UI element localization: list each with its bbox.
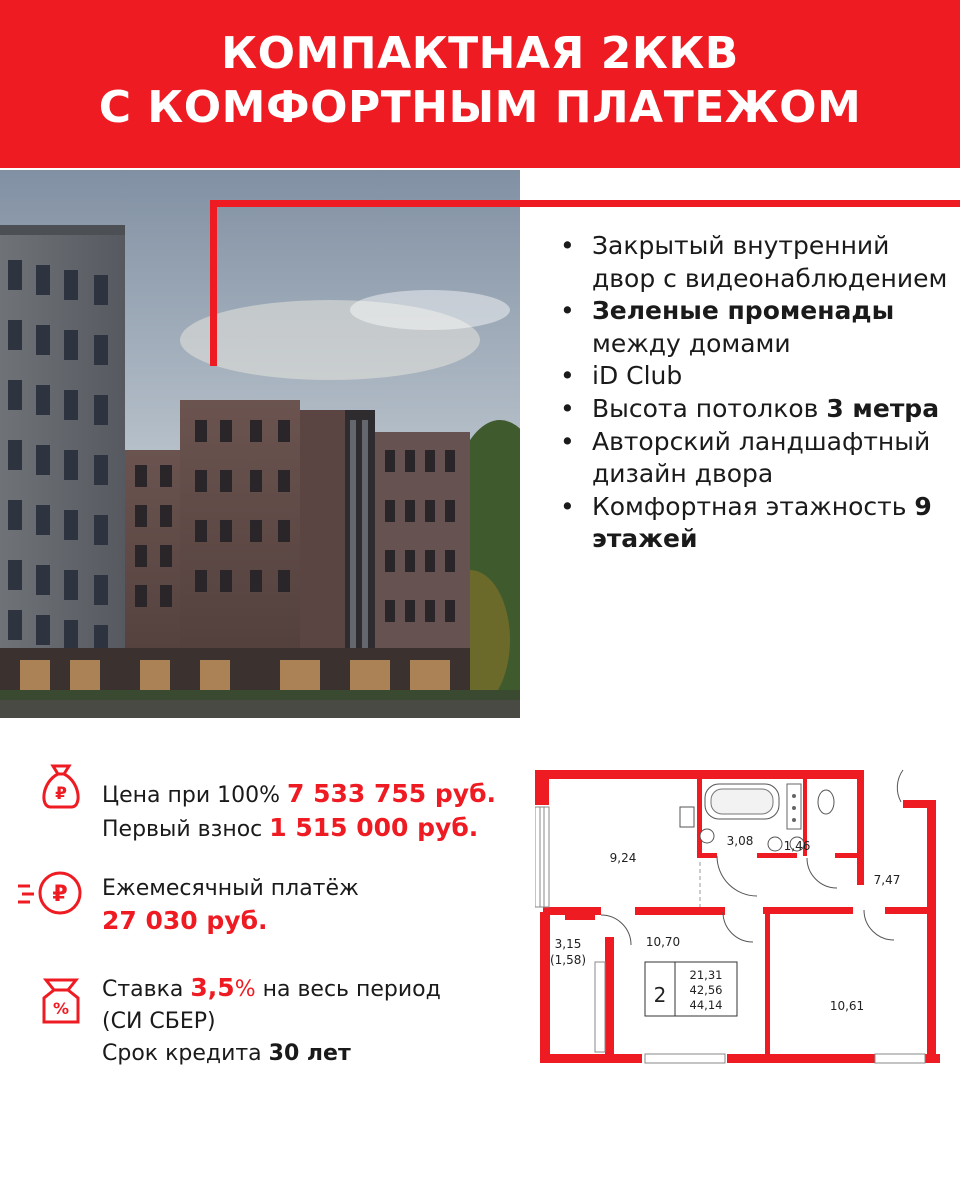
feature-text: Закрытый внутренний двор с видеонаблюдением [592,231,948,293]
percent-symbol: % [52,999,70,1018]
room-label: 3,15 [554,937,582,951]
term-value: 30 лет [268,1041,351,1066]
percent-bag-icon [40,976,82,1030]
features-list [560,230,950,556]
red-frame-top [210,200,960,207]
room-label: 7,47 [873,873,901,887]
monthly-label: Ежемесячный платёж [102,876,359,901]
area-living: 21,31 [689,968,723,982]
feature-text: Высота потолков [592,393,827,423]
list-item [560,491,950,556]
rate-rest: на весь период [255,977,441,1002]
down-payment-value: 1 515 000 руб. [269,813,479,842]
price-label: Цена при 100% [102,783,288,808]
price-block [102,778,496,846]
monthly-block [102,873,359,937]
rate-percent: % [234,977,256,1002]
room-label: 3,08 [726,834,754,848]
rate-value: 3,5 [190,973,235,1002]
price-value: 7 533 755 руб. [287,779,497,808]
feature-text: Авторский ландшафтный дизайн двора [592,426,931,489]
list-item [560,426,950,491]
rooms-count: 2 [653,983,667,1007]
feature-text: между домами [592,328,791,358]
fast-ruble-coin-icon [16,868,86,922]
monthly-value: 27 030 руб. [102,906,268,935]
banner-title-line1: КОМПАКТНАЯ 2ККВ [221,28,739,79]
room-label: 9,24 [609,851,637,865]
rate-label: Ставка [102,977,191,1002]
rate-program: (СИ СБЕР) [102,1009,216,1034]
list-item [560,230,950,295]
room-label: 1,46 [783,839,811,853]
feature-bold: 3 метра [826,393,940,423]
building-photo [0,170,520,718]
area-with-balcony: 44,14 [689,998,723,1012]
money-bag-ruble-icon [38,760,84,814]
room-label: 10,70 [645,935,681,949]
room-label: 10,61 [829,999,865,1013]
red-frame-left [210,200,217,366]
feature-bold: Зеленые променады [592,296,895,326]
floor-plan [535,762,940,1067]
banner-title-line2: С КОМФОРТНЫМ ПЛАТЕЖОМ [98,82,862,133]
room-label: (1,58) [549,953,587,967]
ruble-symbol: ₽ [55,784,67,804]
list-item [560,393,950,426]
ruble-symbol: ₽ [52,882,68,907]
term-label: Срок кредита [102,1041,269,1066]
area-total: 42,56 [689,983,723,997]
feature-text: iD Club [592,361,683,391]
rate-block [102,972,441,1070]
list-item [560,295,950,360]
feature-bold: 9 этажей [592,491,932,554]
down-payment-label: Первый взнос [102,817,270,842]
header-banner [0,0,960,168]
list-item [560,360,950,393]
feature-text: Комфортная этажность [592,491,915,521]
